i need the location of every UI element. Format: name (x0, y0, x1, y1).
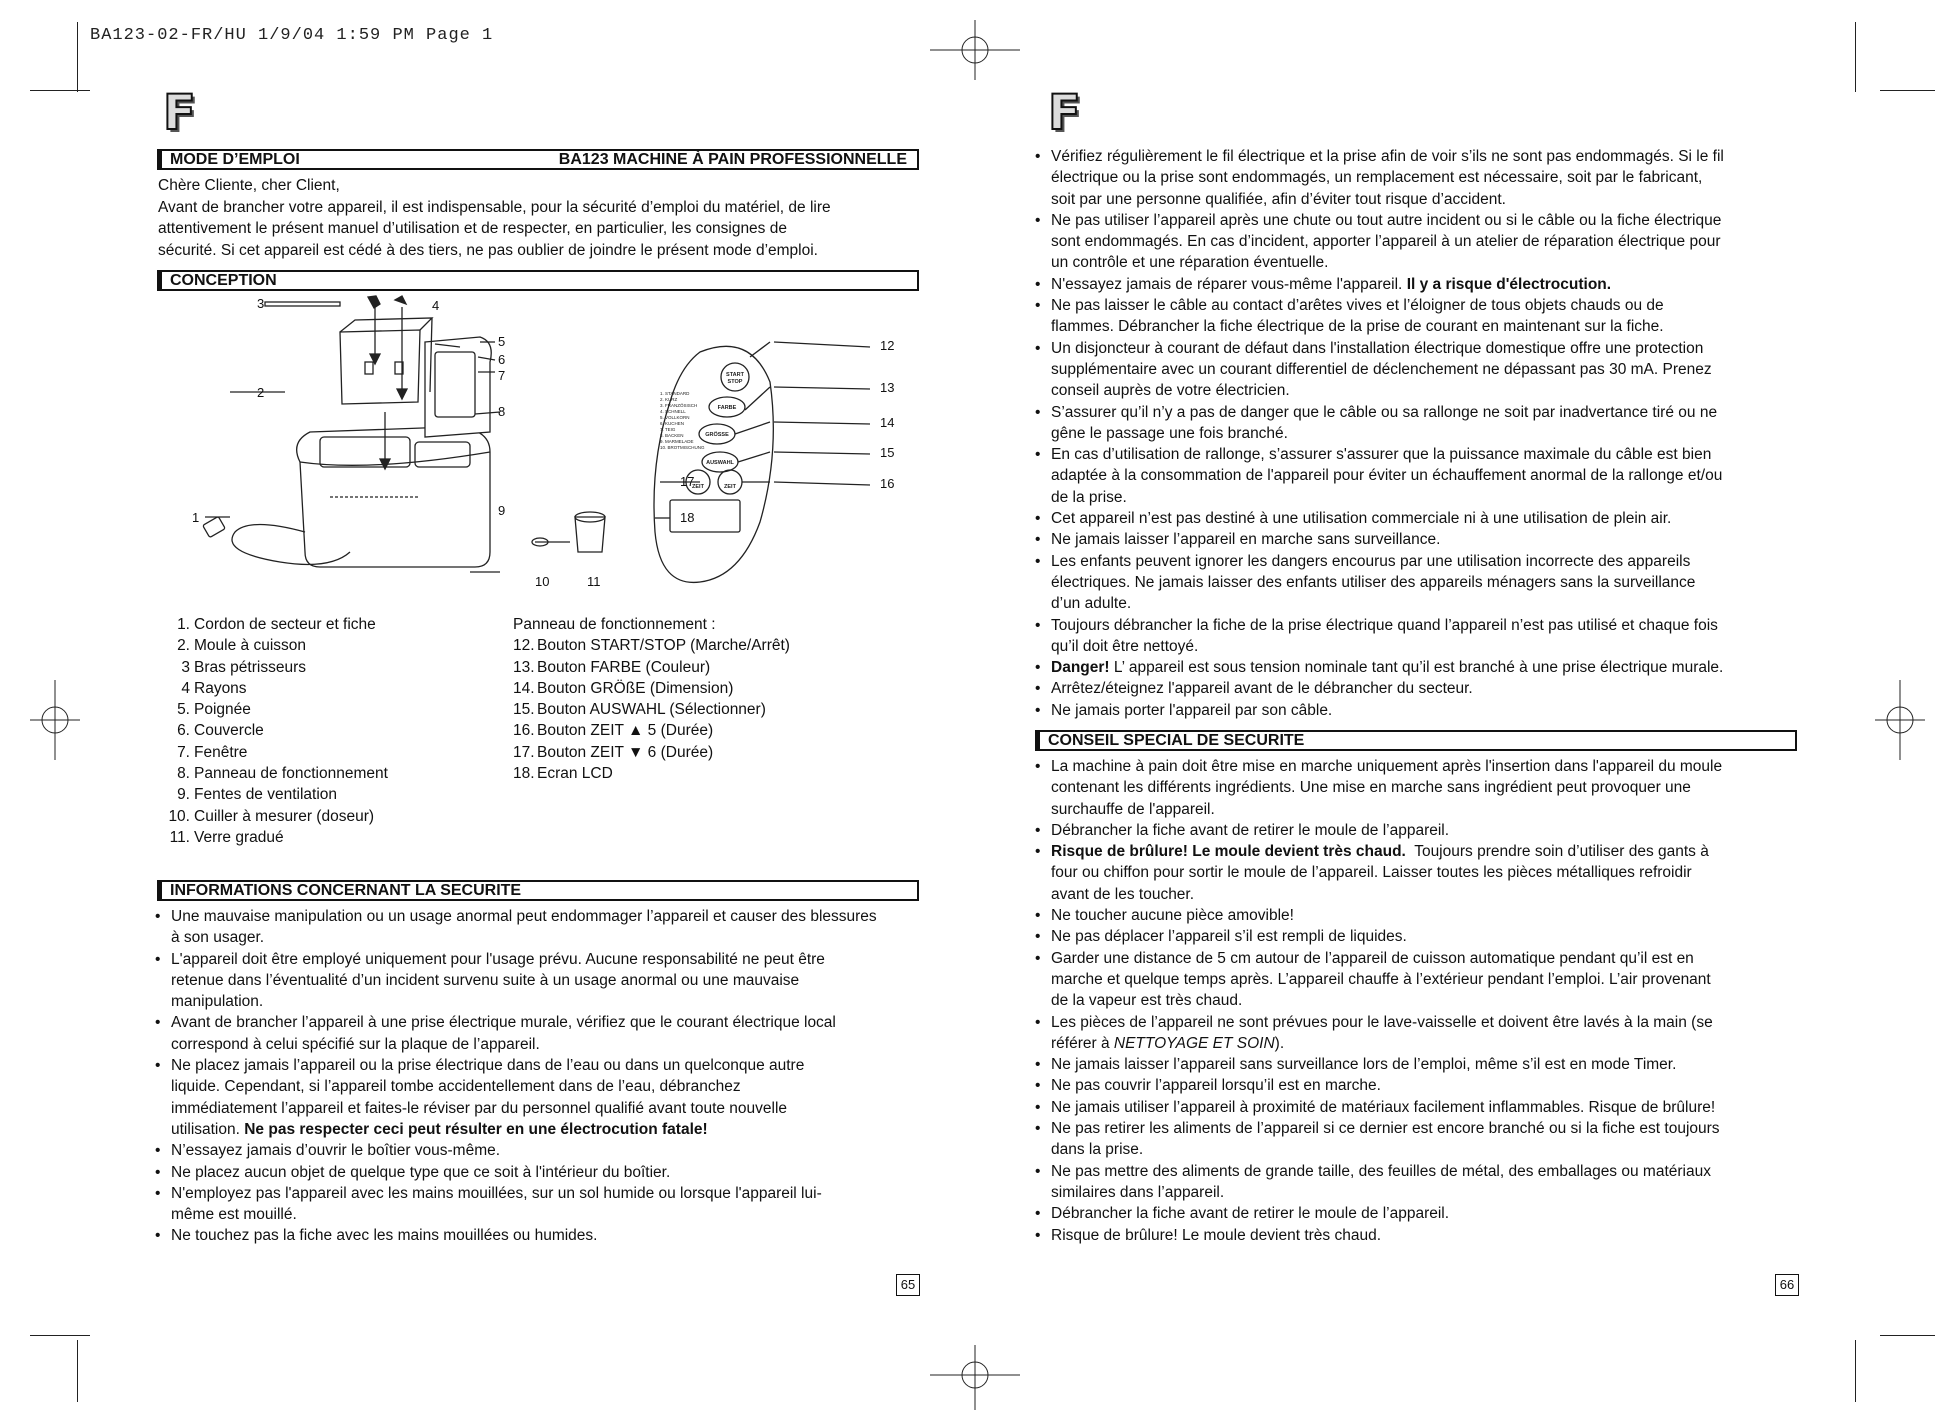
panel-label: FARBE (717, 405, 737, 411)
callout-2: 2 (257, 385, 265, 400)
list-item: • Les enfants peuvent ignorer les dangers encourus par une utilisation incorrecte des appareils électriques. Ne jamais laisser des enfants utiliser des appareils ménagers sans la surveillance d’un adulte. (1035, 551, 1805, 615)
panel-program: 3. FRANZÖSISCH (660, 403, 698, 408)
list-item: • N'employez pas l'appareil avec les mains mouillées, sur un sol humide ou lorsque l'appareil lui- même est mouillé. (155, 1183, 925, 1226)
list-item: • Ne pas laisser le câble au contact d’arêtes vives et l’éloigner de tous objets chauds ou de flammes. Débrancher la fiche électrique de la prise de courant en maintenant sur la fiche. (1035, 295, 1805, 338)
page-number: 65 (896, 1274, 920, 1296)
list-item: • Risque de brûlure! Le moule devient très chaud. (1035, 1225, 1805, 1246)
callout-14: 14 (880, 415, 895, 430)
list-item: • En cas d’utilisation de rallonge, s’assurer s'assurer que la puissance maximale du câble est bien adaptée à la consommation de l'appareil pour éviter un échauffement anormal de la rallonge et/ou de la prise. (1035, 444, 1805, 508)
list-item: • Débrancher la fiche avant de retirer le moule de l’appareil. (1035, 1203, 1805, 1224)
security-heading-text: INFORMATIONS CONCERNANT LA SECURITE (170, 882, 522, 899)
printer-slug: BA123-02-FR/HU 1/9/04 1:59 PM Page 1 (90, 26, 494, 45)
registration-mark-top (930, 20, 1020, 80)
crop-mark (77, 1340, 78, 1402)
intro-line: sécurité. Si cet appareil est cédé à des tiers, ne pas oublier de joindre le présent mode d’emploi. (158, 241, 818, 259)
section-letter: F (163, 85, 196, 141)
parts-list-item: 8. Panneau de fonctionnement (177, 765, 388, 783)
crop-mark (30, 90, 90, 91)
panel-list-item: 17. Bouton ZEIT ▼ 6 (Durée) (513, 743, 714, 761)
page-number: 66 (1775, 1274, 1799, 1296)
parts-list-item: 5. Poignée (177, 701, 251, 719)
security-list (155, 906, 925, 1247)
list-item: • N’essayez jamais d’ouvrir le boîtier vous-même. (155, 1140, 925, 1161)
panel-list-item: 16. Bouton ZEIT ▲ 5 (Durée) (513, 722, 714, 740)
panel-list-title: Panneau de fonctionnement : (513, 616, 716, 633)
parts-list-item: 1. Cordon de secteur et fiche (177, 616, 376, 633)
intro-line: attentivement le présent manuel d’utilisation et de respecter, en particulier, les consignes de (158, 220, 787, 237)
parts-list-item: 10. Cuiller à mesurer (doseur) (168, 807, 375, 825)
parts-list-item: 7. Fenêtre (177, 743, 248, 761)
callout-13: 13 (880, 380, 895, 395)
panel-controls-list (513, 614, 918, 784)
intro-line: Avant de brancher votre appareil, il est indispensable, pour la sécurité d’emploi du matériel, de lire (158, 198, 831, 216)
panel-label: START (726, 372, 744, 378)
panel-list-item: 18. Ecran LCD (513, 765, 613, 783)
list-item: • Un disjoncteur à courant de défaut dans l'installation électrique domestique offre une protection supplémentaire avec un courant differentiel de déclenchement ne dépassant pas 30 mA. Prenez conseil auprès de votre électricien. (1035, 338, 1805, 402)
panel-program: 8. BACKEN (660, 433, 684, 438)
list-item: • Ne pas mettre des aliments de grande taille, des feuilles de métal, des emballages ou matériaux similaires dans l’appareil. (1035, 1161, 1805, 1204)
parts-list-item: 6. Couvercle (177, 722, 264, 740)
list-item: • Ne placez aucun objet de quelque type que ce soit à l'intérieur du boîtier. (155, 1162, 925, 1183)
callout-8: 8 (498, 404, 506, 419)
list-item: • S’assurer qu’il n’y a pas de danger que le câble ou sa rallonge ne soit par inadvertance tiré ou ne gêne le passage une fois branché. (1035, 402, 1805, 445)
registration-mark-left (30, 680, 80, 760)
list-item: • Ne jamais porter l'appareil par son câble. (1035, 700, 1805, 721)
list-item: • Ne pas déplacer l’appareil s’il est rempli de liquides. (1035, 926, 1805, 947)
crop-mark (30, 1335, 90, 1336)
crop-mark (1855, 22, 1856, 92)
parts-list-item: 4 Rayons (181, 679, 247, 697)
conception-heading-text: CONCEPTION (170, 272, 277, 289)
callout-9: 9 (498, 503, 506, 518)
panel-program: 4. SCHNELL (660, 409, 686, 414)
callout-18: 18 (680, 510, 695, 525)
parts-list-item: 11. Verre gradué (169, 828, 284, 846)
callout-11: 11 (587, 574, 601, 589)
list-item: • Débrancher la fiche avant de retirer le moule de l’appareil. (1035, 820, 1805, 841)
panel-program: 10. BROTMISCHUNG (660, 445, 705, 450)
panel-label: ZEIT (692, 484, 704, 490)
parts-list-item: 3 Bras pétrisseurs (181, 658, 306, 676)
header-product: BA123 MACHINE À PAIN PROFESSIONNELLE (558, 151, 907, 168)
list-item: • Ne placez jamais l’appareil ou la prise électrique dans de l’eau ou dans un quelconque autre liquide. Cependant, si l’appareil tombe accidentellement dans de l’eau, débranchez immédiatement l’appareil et faites-le réviser par du personnel qualifié avant toute nouvelle utilisation. Ne pas respecter ceci peut résulter en une électrocution fatale! (155, 1055, 925, 1140)
special-heading-text: CONSEIL SPECIAL DE SECURITE (1048, 732, 1305, 749)
list-item: • Ne jamais laisser l’appareil sans surveillance lors de l’emploi, même s’il est en mode Timer. (1035, 1054, 1805, 1075)
bread-machine-diagram (190, 292, 920, 602)
conception-heading (157, 270, 919, 291)
callout-10: 10 (535, 574, 550, 589)
callout-3: 3 (257, 296, 265, 311)
panel-program: 9. MARMELADE (660, 439, 694, 444)
panel-program: 1. STANDARD (660, 391, 690, 396)
list-item: • Toujours débrancher la fiche de la prise électrique quand l’appareil n’est pas utilisé et chaque fois qu’il doit être nettoyé. (1035, 615, 1805, 658)
registration-mark-right (1875, 680, 1925, 760)
list-item: • Ne pas utiliser l’appareil après une chute ou tout autre incident ou si le câble ou la fiche électrique sont endommagés. En cas d’incident, apporter l’appareil à un atelier de réparation électrique pour un contrôle et une réparation éventuelle. (1035, 210, 1805, 274)
list-item: • Ne pas retirer les aliments de l’appareil si ce dernier est encore branché ou si la fiche est toujours dans la prise. (1035, 1118, 1805, 1161)
list-item: • Ne jamais utiliser l’appareil à proximité de matériaux facilement inflammables. Risque de brûlure! (1035, 1097, 1805, 1118)
list-item: • Avant de brancher l’appareil à une prise électrique murale, vérifiez que le courant électrique local correspond à celui spécifié sur la plaque de l’appareil. (155, 1012, 925, 1055)
list-item: • La machine à pain doit être mise en marche uniquement après l'insertion dans l'appareil du moule contenant les différents ingrédients. Une mise en marche sans ingrédient peut provoquer une surchauffe de l'appareil. (1035, 756, 1805, 820)
manual-header (157, 149, 919, 170)
parts-list (158, 614, 498, 848)
list-item: • Une mauvaise manipulation ou un usage anormal peut endommager l’appareil et causer des blessures à son usager. (155, 906, 925, 949)
list-item: • Arrêtez/éteignez l'appareil avant de le débrancher du secteur. (1035, 678, 1805, 699)
special-safety-list (1035, 756, 1805, 1246)
parts-list-item: 2. Moule à cuisson (177, 637, 307, 655)
callout-5: 5 (498, 334, 506, 349)
header-title: MODE D’EMPLOI (170, 151, 300, 168)
panel-program: 6. KUCHEN (660, 421, 685, 426)
list-item: • Ne touchez pas la fiche avec les mains mouillées ou humides. (155, 1225, 925, 1246)
callout-1: 1 (192, 510, 200, 525)
panel-list-item: 15. Bouton AUSWAHL (Sélectionner) (513, 701, 766, 719)
list-item: • Ne jamais laisser l’appareil en marche sans surveillance. (1035, 529, 1805, 550)
intro-text (158, 175, 918, 261)
panel-label: ZEIT (724, 484, 736, 490)
crop-mark (1855, 1340, 1856, 1402)
callout-6: 6 (498, 352, 506, 367)
list-item: • Vérifiez régulièrement le fil électrique et la prise afin de voir s’ils ne sont pas endommagés. Si le fil électrique ou la prise sont endommagés, un remplacement est nécessaire, soit par le fabricant, soit par une personne qualifiée, afin d’éviter tout risque d’accident. (1035, 146, 1805, 210)
crop-mark (77, 22, 78, 92)
crop-mark (1880, 1335, 1935, 1336)
list-item: • Garder une distance de 5 cm autour de l’appareil de cuisson automatique pendant qu’il est en marche et quelque temps après. L’appareil chauffe à l’extérieur pendant l’emploi. L’air provenant de la vapeur est très chaud. (1035, 948, 1805, 1012)
callout-12: 12 (880, 338, 895, 353)
special-safety-heading (1035, 730, 1797, 751)
callout-16: 16 (880, 476, 895, 491)
list-item: • L'appareil doit être employé uniquement pour l'usage prévu. Aucune responsabilité ne peut être retenue dans l’éventualité d’un incident survenu suite à un usage anormal ou une mauvaise manipulation. (155, 949, 925, 1013)
panel-program: 7. TEIG (660, 427, 676, 432)
security-heading (157, 880, 919, 901)
callout-4: 4 (432, 298, 440, 313)
section-letter: F (1048, 85, 1081, 141)
crop-mark (1880, 90, 1935, 91)
registration-mark-bottom (930, 1345, 1020, 1410)
callout-15: 15 (880, 445, 895, 460)
panel-label: GRÖSSE (705, 432, 729, 438)
panel-label: AUSWAHL (706, 460, 734, 466)
panel-program: 2. KURZ (660, 397, 678, 402)
list-item: • Danger! L’ appareil est sous tension nominale tant qu’il est branché à une prise électrique murale. (1035, 657, 1805, 678)
callout-7: 7 (498, 368, 506, 383)
list-item: • Ne pas couvrir l’appareil lorsqu’il est en marche. (1035, 1075, 1805, 1096)
list-item: • N'essayez jamais de réparer vous-même l'appareil. Il y a risque d'électrocution. (1035, 274, 1805, 295)
callout-17: 17 (680, 474, 695, 489)
list-item: • Risque de brûlure! Le moule devient très chaud. Toujours prendre soin d’utiliser des gants à four ou chiffon pour sortir le moule de l’appareil. Laisser toutes les pièces métalliques refroidir avant de les toucher. (1035, 841, 1805, 905)
panel-label: STOP (727, 379, 743, 385)
list-item: • Les pièces de l’appareil ne sont prévues pour le lave-vaisselle et doivent être lavés à la main (se référer à NETTOYAGE ET SOIN). (1035, 1012, 1805, 1055)
parts-list-item: 9. Fentes de ventilation (177, 786, 338, 804)
intro-line: Chère Cliente, cher Client, (158, 177, 340, 194)
list-item: • Ne toucher aucune pièce amovible! (1035, 905, 1805, 926)
list-item: • Cet appareil n’est pas destiné à une utilisation commerciale ni à une utilisation de plein air. (1035, 508, 1805, 529)
panel-list-item: 14. Bouton GRÖßE (Dimension) (513, 679, 734, 697)
safety-list (1035, 146, 1805, 721)
panel-program: 5. VOLLKORN (660, 415, 690, 420)
panel-list-item: 12. Bouton START/STOP (Marche/Arrêt) (513, 637, 790, 655)
panel-list-item: 13. Bouton FARBE (Couleur) (513, 658, 711, 676)
